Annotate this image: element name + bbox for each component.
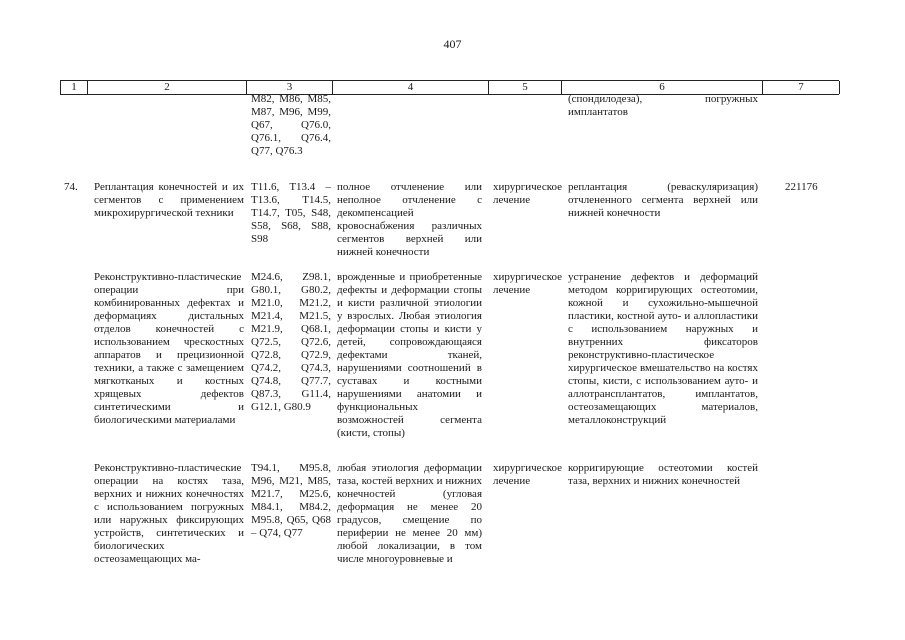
cell-codes: T11.6, T13.4 – T13.6, T14.5, T14.7, T05, S48, S58, S68, S88, S98	[251, 181, 331, 245]
column-header-2: 2	[87, 81, 246, 94]
column-header-4: 4	[332, 81, 488, 94]
column-header-6: 6	[561, 81, 762, 94]
cell-method: реплантация (реваскуляризация) отчлененного сегмента верхней или нижней конечности	[568, 181, 758, 219]
cell-codes: T94.1, M95.8, M96, M21, M85, M21.7, M25.6, M84.1, M84.2, M95.8, Q65, Q68 – Q74, Q77	[251, 462, 331, 539]
column-header-3: 3	[246, 81, 332, 94]
cell-treatment: хирургическое лечение	[493, 181, 563, 206]
row-number: 74.	[64, 181, 78, 193]
cell-name: Реплантация конечностей и их сегментов с применением микрохирургической техники	[94, 181, 244, 219]
cell-treatment: хирургическое лечение	[493, 271, 563, 296]
cell-codes: M24.6, Z98.1, G80.1, G80.2, M21.0, M21.2, M21.4, M21.5, M21.9, Q68.1, Q72.5, Q72.6, Q72.8, Q72.9, Q74.2, Q74.3, Q74.8, Q77.7, Q87.3, G11.4, G12.1, G80.9	[251, 271, 331, 413]
cell-name: Реконструктивно-пластические операции при комбинированных дефектах и деформациях дистальных отделов конечностей с использованием чрескостных аппаратов и прецизионной техники, а также с замещением мягкотканых и костных хрящевых дефектов синтетическими и биологическими материалами	[94, 271, 244, 426]
column-header-7: 7	[762, 81, 840, 94]
cell-method: (спондилодеза), погружных имплантатов	[568, 93, 758, 118]
column-header-1: 1	[60, 81, 87, 94]
cell-method: корригирующие остеотомии костей таза, верхних и нижних конечностей	[568, 462, 758, 487]
cell-treatment: хирургическое лечение	[493, 462, 563, 487]
column-header-5: 5	[488, 81, 561, 94]
cell-model: врожденные и приобретенные дефекты и деформации стопы и кисти различной этиологии у взрослых. Любая этиология деформации стопы и кисти у детей, сопровождающаяся дефектами тканей, нарушениями соотношений в суставах и костными нарушениями анатомии и функциональных возможностей сегмента (кисти, стопы)	[337, 271, 482, 439]
page-number: 407	[443, 37, 462, 51]
cell-cost: 221176	[785, 181, 818, 193]
cell-codes: M82, M86, M85, M87, M96, M99, Q67, Q76.0, Q76.1, Q76.4, Q77, Q76.3	[251, 93, 331, 157]
cell-method: устранение дефектов и деформаций методом корригирующих остеотомии, кожной и сухожильно-мышечной пластики, костной ауто- и аллопластики с использованием наружных и внутренних фиксаторов реконструктивно-пластическое хирургическое вмешательство на костях стопы, кисти, с использованием ауто- и аллотрансплантатов, имплантатов, остеозамещающих материалов, металлоконструкций	[568, 271, 758, 426]
cell-model: полное отчленение или неполное отчленение с декомпенсацией кровоснабжения различных сегментов верхней или нижней конечности	[337, 181, 482, 258]
cell-model: любая этиология деформации таза, костей верхних и нижних конечностей (угловая деформация не менее 20 градусов, смещение по периферии не менее 20 мм) любой локализации, в том числе многоуровневые и	[337, 462, 482, 565]
cell-name: Реконструктивно-пластические операции на костях таза, верхних и нижних конечностях с использованием погружных или наружных фиксирующих устройств, синтетических и биологических остеозамещающих ма-	[94, 462, 244, 565]
